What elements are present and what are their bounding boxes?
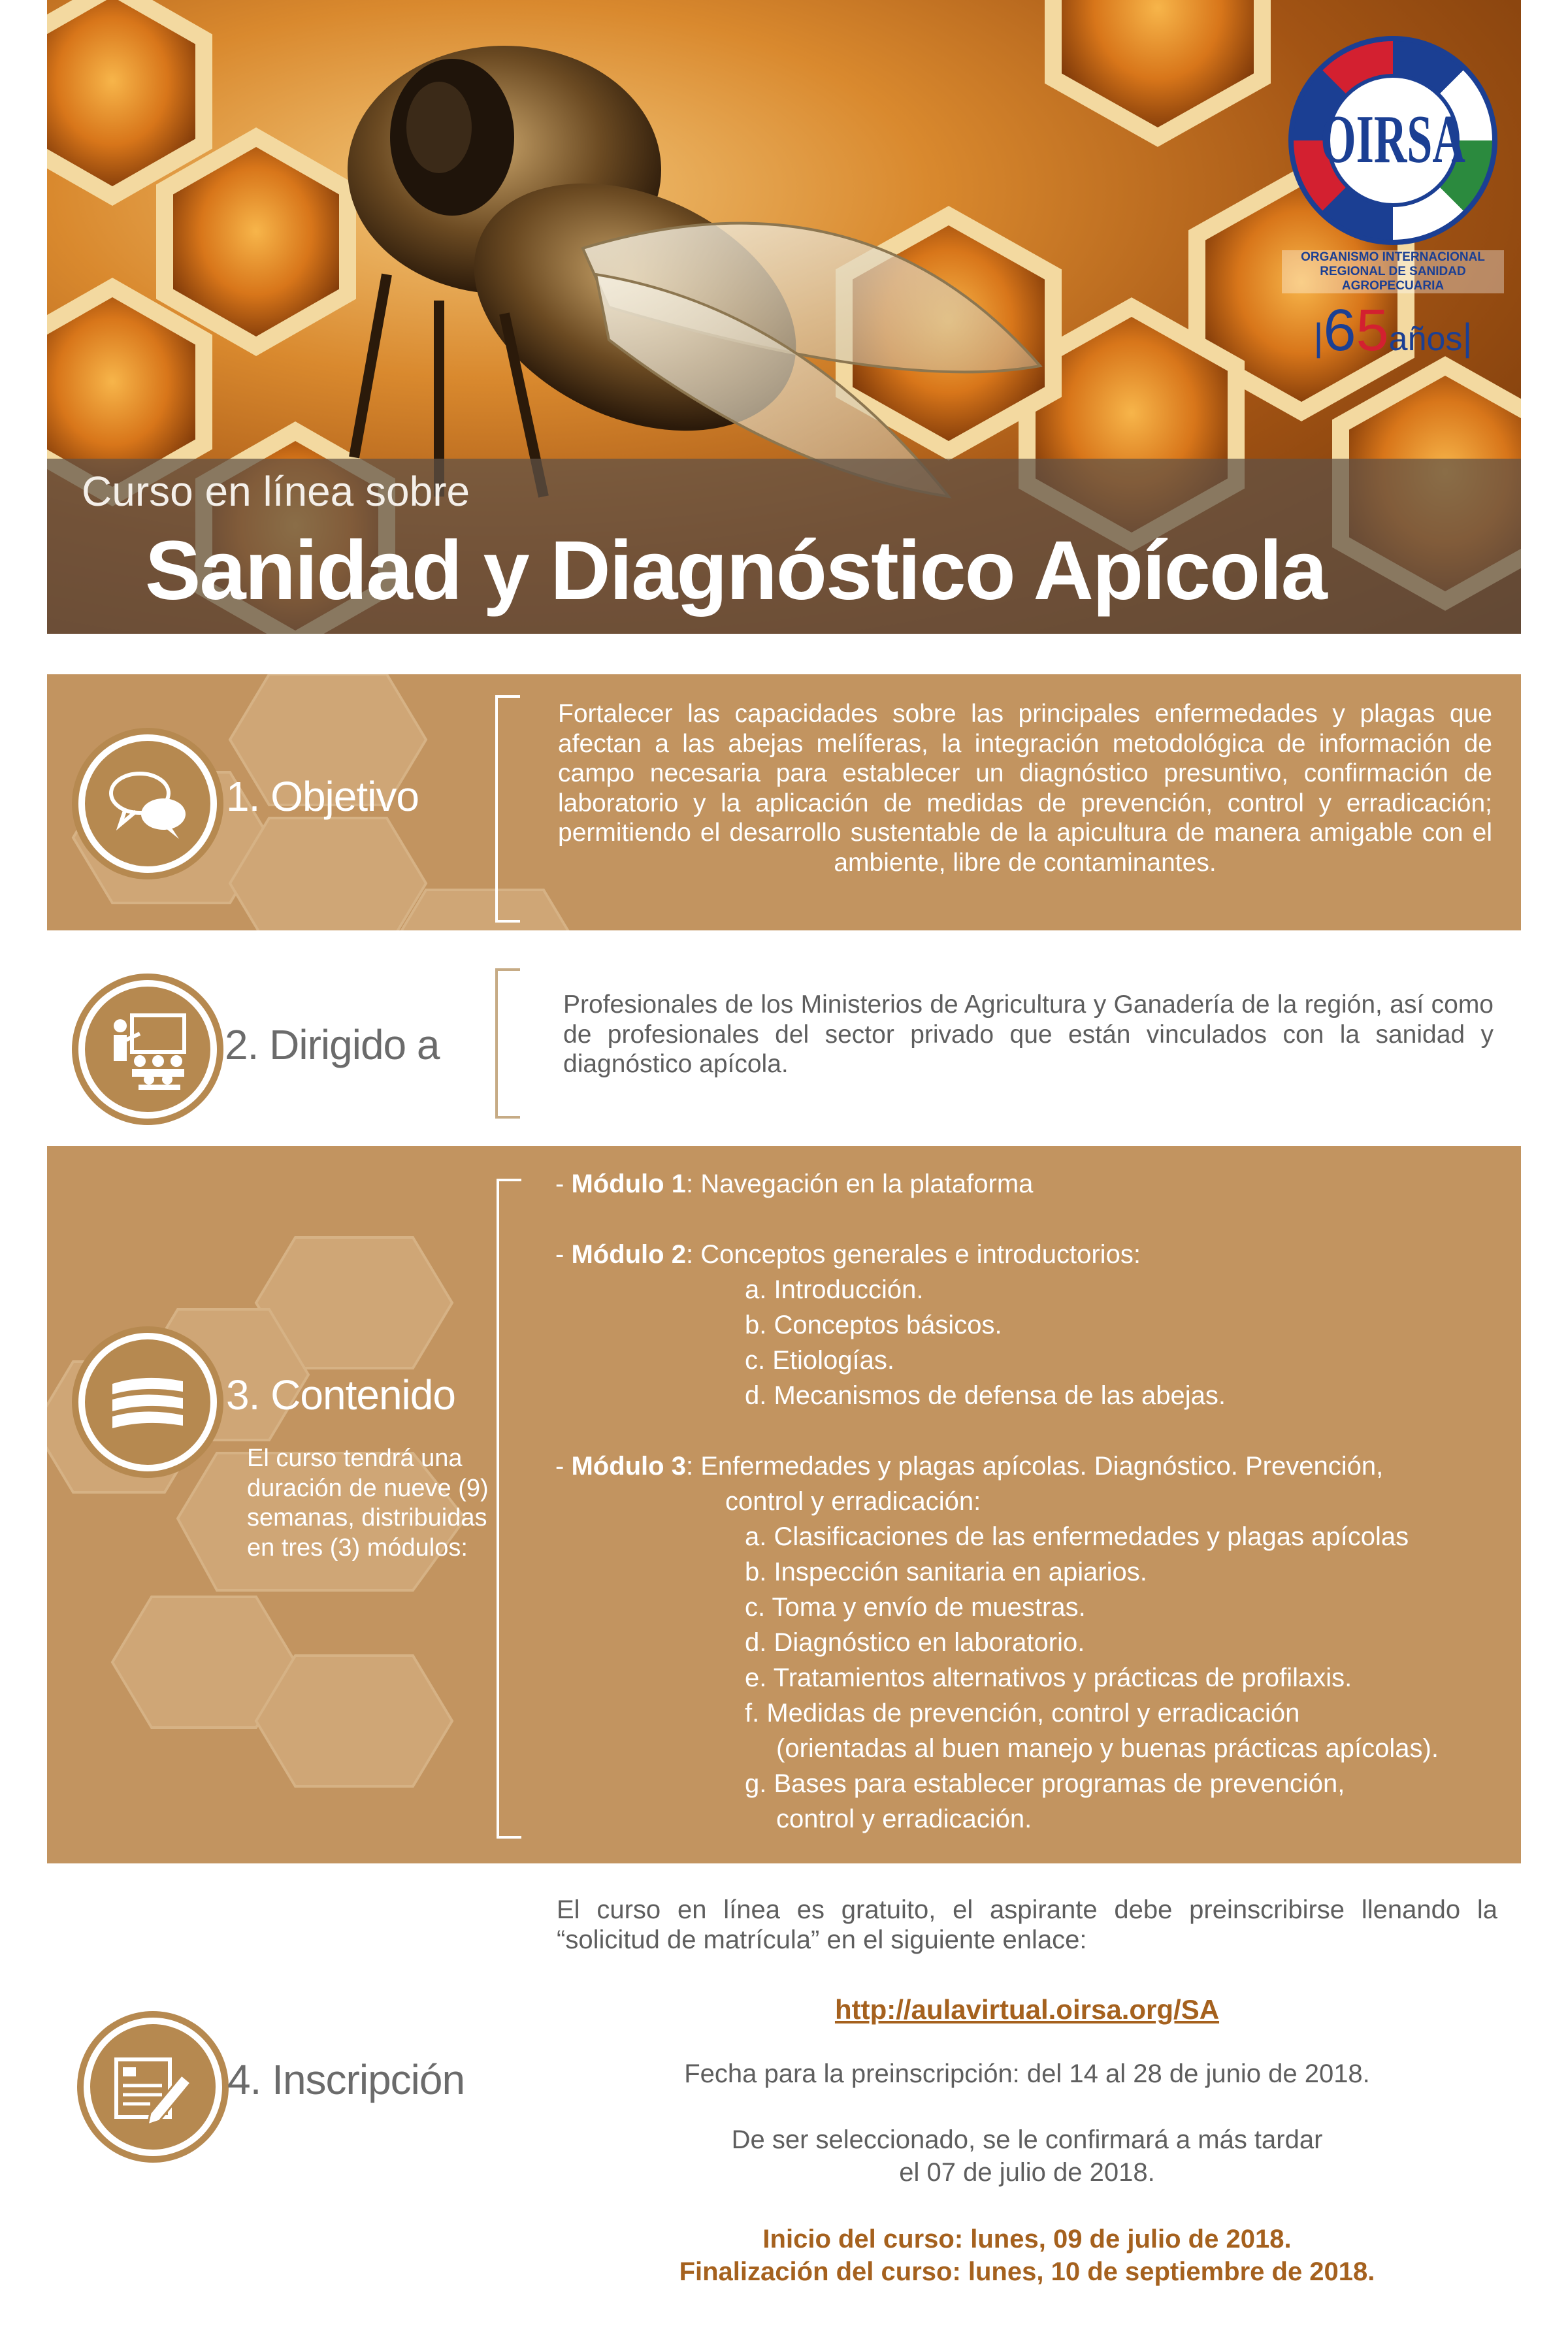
registration-link[interactable]: http://aulavirtual.oirsa.org/SA [834, 1994, 1220, 2025]
confirmation-line-2: el 07 de julio de 2018. [899, 2158, 1155, 2187]
course-dates [557, 2223, 1497, 2288]
logo-org-line-1: ORGANISMO INTERNACIONAL [1301, 250, 1485, 264]
confirmation-date [557, 2123, 1497, 2189]
contenido-title: 3. Contenido [226, 1371, 455, 1418]
contenido-bracket [497, 1179, 521, 1839]
module-3-item: e. Tratamientos alternativos y prácticas de profilaxis. [745, 1663, 1352, 1692]
contenido-icon-circle [78, 1333, 217, 1471]
years-five: 5 [1356, 298, 1389, 363]
module-2-text: : Conceptos generales e introductorios: [685, 1240, 1141, 1269]
years-six: 6 [1323, 298, 1356, 363]
module-3-item: c. Toma y envío de muestras. [745, 1593, 1086, 1622]
module-3-text-cont: control y erradicación: [725, 1487, 981, 1516]
module-3-item: f. Medidas de prevención, control y erradicación [745, 1699, 1300, 1728]
module-3-item: d. Diagnóstico en laboratorio. [745, 1628, 1085, 1657]
logo-anniversary [1301, 297, 1484, 363]
logo-center [1320, 74, 1465, 207]
module-3-item: a. Clasificaciones de las enfermedades y plagas apícolas [745, 1522, 1409, 1551]
dirigido-icon-circle [78, 980, 217, 1119]
logo-acronym: OIRSA [1320, 102, 1465, 178]
logo-org-line-3: AGROPECUARIA [1341, 279, 1445, 293]
module-1 [555, 1166, 1516, 1202]
books-icon [106, 1360, 189, 1444]
form-pencil-icon [111, 2045, 195, 2129]
module-3-item: b. Inspección sanitaria en apiarios. [745, 1558, 1147, 1586]
module-1-dash: - [555, 1170, 572, 1198]
module-2-item: d. Mecanismos de defensa de las abejas. [745, 1381, 1226, 1410]
module-3-text: : Enfermedades y plagas apícolas. Diagnóstico. Prevención, [685, 1452, 1384, 1481]
module-3-item: g. Bases para establecer programas de prevención, [745, 1769, 1345, 1798]
module-3-dash: - [555, 1452, 572, 1481]
course-end-date: Finalización del curso: lunes, 10 de septiembre de 2018. [679, 2257, 1375, 2286]
inscripcion-intro: El curso en línea es gratuito, el aspirante debe preinscribirse llenando la “solicitud de matrícula” en el siguiente enlace: [557, 1895, 1497, 1954]
years-label: años [1388, 320, 1463, 358]
speech-bubbles-icon [106, 762, 189, 845]
module-2-dash: - [555, 1240, 572, 1269]
module-2-label: Módulo 2 [571, 1240, 686, 1269]
logo-pipe-left: | [1313, 316, 1324, 359]
objetivo-icon-circle [78, 734, 217, 873]
gap [555, 1202, 1516, 1237]
contenido-duration: El curso tendrá una duración de nueve (9) semanas, distribuidas en tres (3) módulos: [247, 1445, 489, 1562]
module-3-label: Módulo 3 [571, 1452, 686, 1481]
course-subtitle: Curso en línea sobre [82, 468, 470, 515]
course-start-date: Inicio del curso: lunes, 09 de julio de 2018. [762, 2225, 1292, 2253]
module-3-item-cont: (orientadas al buen manejo y buenas prácticas apícolas). [776, 1734, 1439, 1763]
dirigido-text: Profesionales de los Ministerios de Agricultura y Ganadería de la región, así como de profesionales del sector privado que están vinculados con la sanidad y diagnóstico apícola. [563, 991, 1494, 1078]
logo-org-name [1282, 250, 1504, 293]
course-title: Sanidad y Diagnóstico Apícola [145, 524, 1326, 617]
gap [555, 1413, 1516, 1449]
objetivo-bracket [495, 695, 520, 923]
dirigido-bracket [495, 968, 520, 1119]
inscripcion-title: 4. Inscripción [227, 2056, 465, 2103]
module-2-item: a. Introducción. [745, 1275, 924, 1304]
logo-pipe-right: | [1462, 316, 1473, 359]
dirigido-title: 2. Dirigido a [225, 1021, 440, 1068]
objetivo-text: Fortalecer las capacidades sobre las principales enfermedades y plagas que afectan a las abejas melíferas, la integración metodológica de información de campo necesaria para establecer un diagnóstico presuntivo, confirmación de laboratorio y la aplicación de medidas de prevención, control y erradicación; permitiendo el desarrollo sustentable de la apicultura de manera amigable con el ambiente, libre de contaminantes. [558, 700, 1492, 877]
objetivo-title: 1. Objetivo [226, 773, 419, 820]
module-2-item: b. Conceptos básicos. [745, 1311, 1002, 1339]
module-1-text: : Navegación en la plataforma [685, 1170, 1034, 1198]
classroom-icon [106, 1007, 189, 1091]
module-1-label: Módulo 1 [571, 1170, 686, 1198]
section-objetivo [47, 674, 1521, 930]
module-3-item-cont: control y erradicación. [776, 1805, 1032, 1833]
module-3 [555, 1449, 1516, 1484]
module-2 [555, 1237, 1516, 1272]
module-2-item: c. Etiologías. [745, 1346, 895, 1375]
logo-org-line-2: REGIONAL DE SANIDAD [1320, 265, 1466, 278]
inscripcion-icon-circle [84, 2018, 222, 2156]
oirsa-logo [1282, 36, 1497, 363]
confirmation-line-1: De ser seleccionado, se le confirmará a más tardar [731, 2125, 1323, 2154]
contenido-modules [555, 1166, 1516, 1837]
preinscription-date: Fecha para la preinscripción: del 14 al 28 de junio de 2018. [684, 2059, 1370, 2088]
